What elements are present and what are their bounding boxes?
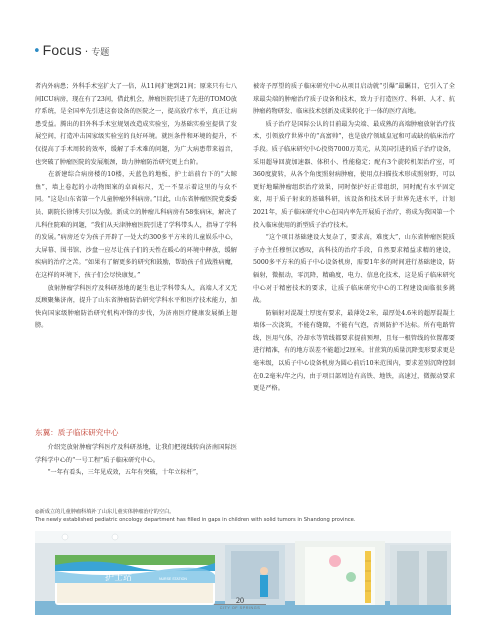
paragraph: “这个项目基础建设大复杂了，要求高，难度大”，山东省肿瘤医院质子办主任穆恒汉感叹，高科技的治疗手段，自然要求精益求精的建设，5000多平方米的质子中心设备机房，需要1年多的时间进行基础建设，防辐射，微振动，零沉降，精确度，电力、信息化技术，这是质子临床研究中心对于精密技术的要求，让质子临床研究中心的工程建设面临很多挑战。 (253, 234, 455, 305)
caption-chinese: ◎新成立的儿童肿瘤科填补了山东儿童实体肿瘤治疗的空白。 (35, 509, 175, 515)
paragraph: “一年有看头，三年见成效，五年有突破，十年立标杆”， (35, 469, 203, 477)
article-column-left-continued (35, 442, 237, 480)
paragraph: 放射肿瘤学科医疗及科研基地的诞生也让学科带头人，高端人才又无反顾聚集济南，提升了山东省肿瘤防治研究学科水平和医疗技术能力，加快向国家级肿瘤防治研究机构冲锋的步伐，为济南医疗健康发展插上翅膀。 (35, 284, 237, 330)
bullet-icon: • (33, 44, 41, 59)
footer-rule (214, 604, 266, 605)
section-label: 专题 (91, 48, 110, 58)
paragraph: 质子治疗是国际公认的目前最为尖端、最成熟的高端肿瘤放射治疗技术，引领放疗世界中的“高富帅”，也是放疗领域皇冠和可或缺的临床治疗手段。质子临床研究中心投资7000万美元，从美国引进的质子治疗设备，采用超导回旋加速器、体积小、性能稳定；配有3个旋转机架治疗室，可360度旋转，从各个角度照射病肿瘤，使用点扫描技术形成照射野，可以更好地瞄肿瘤组织治疗效果，同时保护好正常组织，同时配有水平固定束，用于质子射束的基础科研，该设备和技术居于世界先进水平，计划2021年，质子临床研究中心在国内率先开展质子治疗，将成为我国第一个投入临床使用的新型质子治疗技术。 (253, 120, 455, 229)
separator: · (84, 45, 89, 58)
article-column-left (35, 81, 237, 333)
page-number: 20 (236, 596, 244, 605)
nurse-station-sign: 护士站 (105, 573, 133, 583)
section-header (33, 42, 109, 59)
paragraph: 防辐射对混凝土厚度有要求，最薄处2米，最厚处4.6米的超厚混凝土墙体一次浇筑，不能有缝隙，不能有气泡，否则防护不达标。所有电路管线，医用气体，冷却水等管线都要求提前预埋，且每一根管线的位置都要进行精准，有的地方误差不能超过2厘米。甘蔗筑的质量沉降变形要求更是毫米级，以质子中心设备机房为圆心前后10米范围内，要求差别沉降控制在0.2毫米/年之内，由于项目部周边有高铁、地铁，高速过，微振动要求更是严格。 (253, 309, 455, 393)
article-column-right (253, 81, 455, 396)
paragraph: 者内外病患；外科手术室扩大了一倍，从11间扩建到21间；原来只有七八间ICU病房，现在有了23间，借此机会，肿瘤医院引进了先进的TOMO放疗系统，是全国率先引进这套设备的医院之一，提高放疗水平，真正让病患受益。腾出的旧外科手术室规划改造成实验室，为基础实验室提供了发展空间，打造冲击国家级实验室的良好环境。就医条件和环境的提升，不仅提高了手术周转的效率，缓解了手术难的问题，为广大病患带来福音，也突破了肿瘤医院的发展瓶颈，助力肿瘤防治研究更上台阶。 (35, 83, 237, 166)
magazine-name: CITY OF SPRINGS (219, 606, 261, 610)
paragraph: 在新建综合病房楼的10楼，天蓝色的地板，护士站前台下的“大鲸鱼”，墙上卷起的小动物图案的卓面标尺，无一不显示着这里的与众不同。“这是山东省第一个儿童肿瘤外科病房。”目此，山东省肿瘤医院党委委员、副院长徐博夫引以为傲。新成立的肿瘤儿科病房有58张病床，解决了儿科住院难的问题，“我们从天津肿瘤医院引进了学科带头人，指导了学科的发展。”病房还专为孩子开辟了一处大约300多平方米的儿童娱乐中心，大屏幕、围书馆、沙盘一应尽让孩子们的天性在暖心的环境中释放，缓解疾病的治疗之苦。“如果有了解更多的研究和鼓励，帮助孩子们战胜病魔，在这样的环境下，孩子们会尽快康复。” (35, 171, 237, 279)
nurse-station-sign-en: NURSE STATION (159, 577, 187, 581)
figure-caption (35, 508, 455, 524)
paragraph: 介绍完放射肿瘤学科医疗及科研基地，让我们把视线转向济南国际医学科学中心的“一号工程”质子临床研究中心。 (35, 444, 237, 464)
brand-label: Focus (42, 42, 82, 58)
paragraph: 被寄予厚望的质子临床研究中心从项目启动就“引爆”最瞩目，它引入了全球最尖端的肿瘤治疗质子设备和技术，致力于打造医疗、科研、人才、抗肿瘤药物研发、临床技术创新及成果转化于一体的医疗高地。 (253, 83, 455, 116)
article-subheading: 东翼：质子临床研究中心 (35, 428, 119, 437)
caption-english: The newly established pediatric oncology department has filled in gaps in children with solid tumors in Shandong province. (35, 517, 356, 523)
